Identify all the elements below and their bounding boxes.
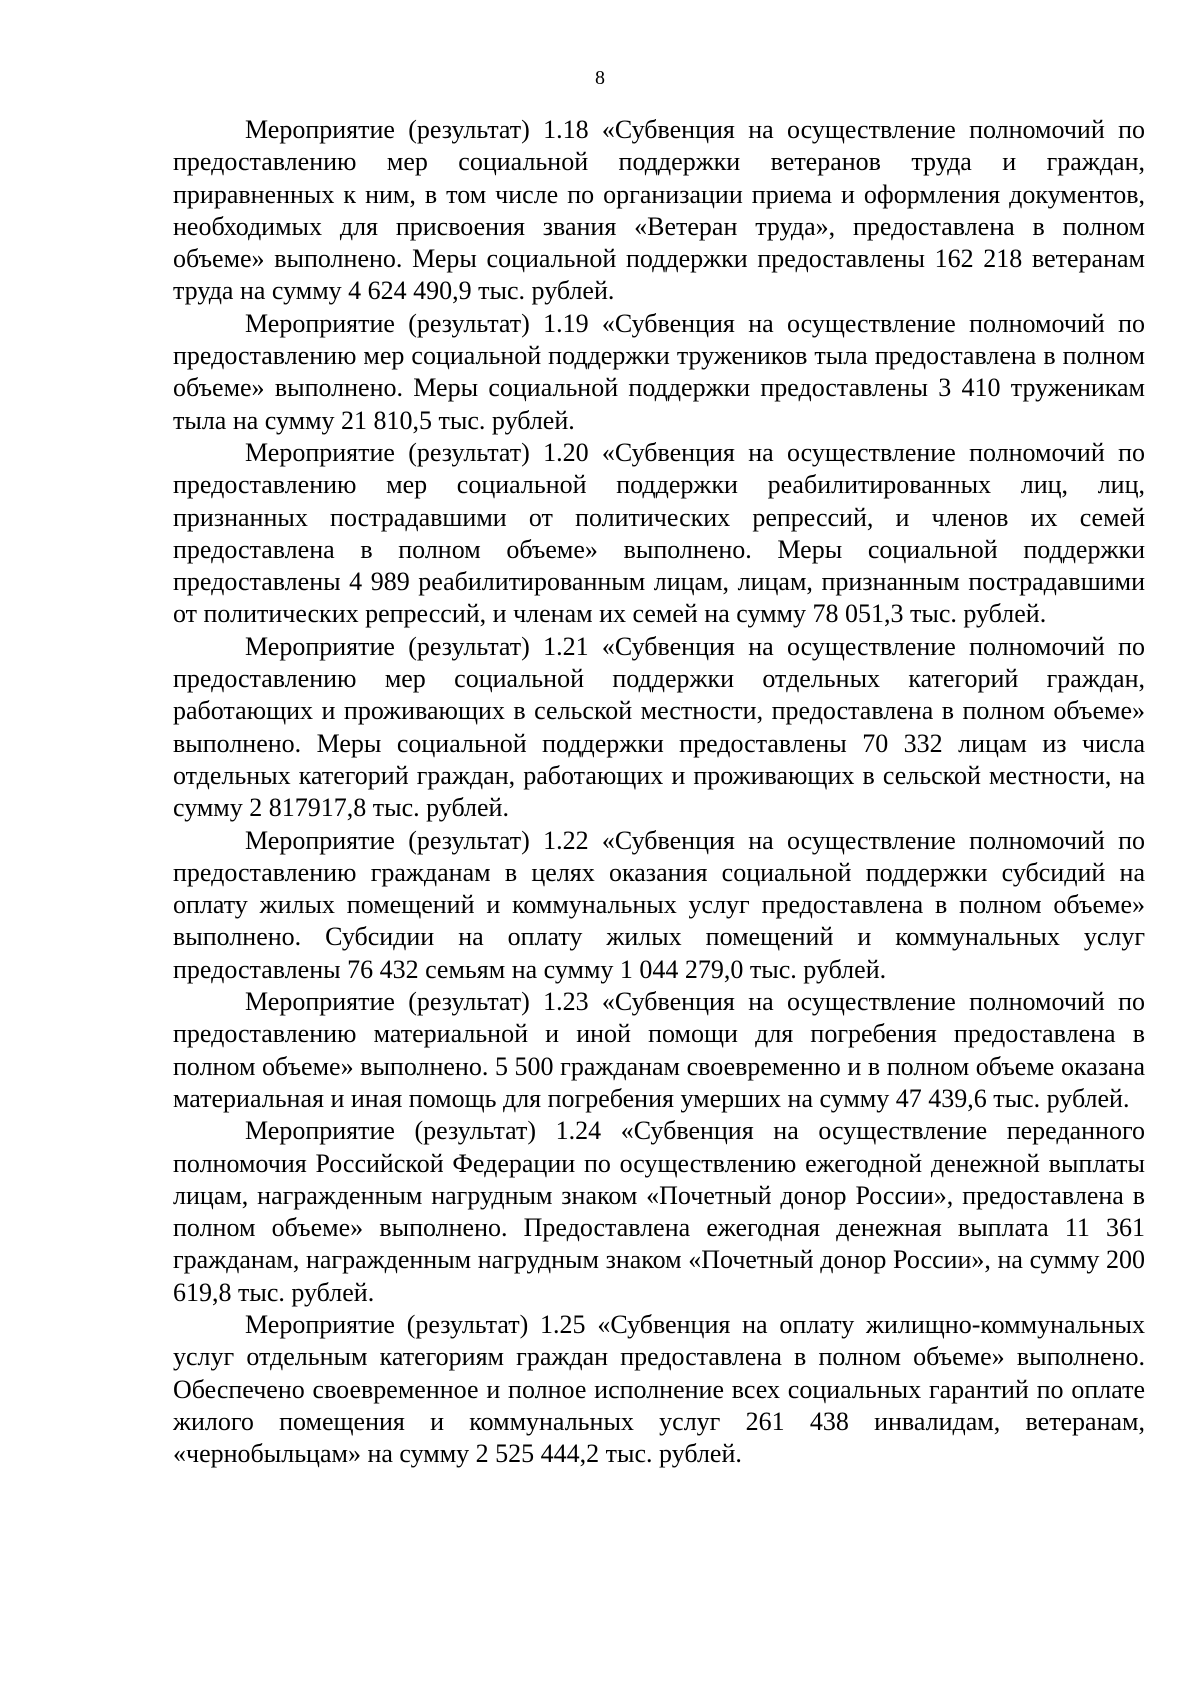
paragraph-1-25: Мероприятие (результат) 1.25 «Субвенция на оплату жилищно-коммунальных услуг отдельным категориям граждан предоставлена в полном объеме» выполнено. Обеспечено своевременное и полное исполнение всех социальных гарантий по оплате жилого помещения и коммунальных услуг 261 438 инвалидам, ветеранам, «чернобыльцам» на сумму 2 525 444,2 тыс. рублей. <box>173 1309 1145 1469</box>
paragraph-1-20: Мероприятие (результат) 1.20 «Субвенция на осуществление полномочий по предоставлению мер социальной поддержки реабилитированных лиц, лиц, признанных пострадавшими от политических репрессий, и членов их семей предоставлена в полном объеме» выполнено. Меры социальной поддержки предоставлены 4 989 реабилитированным лицам, лицам, признанным пострадавшими от политических репрессий, и членам их семей на сумму 78 051,3 тыс. рублей. <box>173 437 1145 629</box>
paragraph-1-21: Мероприятие (результат) 1.21 «Субвенция на осуществление полномочий по предоставлению мер социальной поддержки отдельных категорий граждан, работающих и проживающих в сельской местности, предоставлена в полном объеме» выполнено. Меры социальной поддержки предоставлены 70 332 лицам из числа отдельных категорий граждан, работающих и проживающих в сельской местности, на сумму 2 817917,8 тыс. рублей. <box>173 631 1145 823</box>
paragraph-1-22: Мероприятие (результат) 1.22 «Субвенция на осуществление полномочий по предоставлению гражданам в целях оказания социальной поддержки субсидий на оплату жилых помещений и коммунальных услуг предоставлена в полном объеме» выполнено. Субсидии на оплату жилых помещений и коммунальных услуг предоставлены 76 432 семьям на сумму 1 044 279,0 тыс. рублей. <box>173 825 1145 984</box>
page-number: 8 <box>595 67 605 89</box>
paragraph-1-23: Мероприятие (результат) 1.23 «Субвенция на осуществление полномочий по предоставлению материальной и иной помощи для погребения предоставлена в полном объеме» выполнено. 5 500 гражданам своевременно и в полном объеме оказана материальная и иная помощь для погребения умерших на сумму 47 439,6 тыс. рублей. <box>173 987 1145 1113</box>
paragraph-1-24: Мероприятие (результат) 1.24 «Субвенция на осуществление переданного полномочия Российской Федерации по осуществлению ежегодной денежной выплаты лицам, награжденным нагрудным знаком «Почетный донор России», предоставлена в полном объеме» выполнено. Предоставлена ежегодная денежная выплата 11 361 гражданам, награжденным нагрудным знаком «Почетный донор России», на сумму 200 619,8 тыс. рублей. <box>173 1116 1145 1307</box>
document-body <box>173 114 1145 1470</box>
paragraph-1-18: Мероприятие (результат) 1.18 «Субвенция на осуществление полномочий по предоставлению мер социальной поддержки ветеранов труда и граждан, приравненных к ним, в том числе по организации приема и оформления документов, необходимых для присвоения звания «Ветеран труда», предоставлена в полном объеме» выполнено. Меры социальной поддержки предоставлены 162 218 ветеранам труда на сумму 4 624 490,9 тыс. рублей. <box>173 115 1145 306</box>
paragraph-1-19: Мероприятие (результат) 1.19 «Субвенция на осуществление полномочий по предоставлению мер социальной поддержки тружеников тыла предоставлена в полном объеме» выполнено. Меры социальной поддержки предоставлены 3 410 труженикам тыла на сумму 21 810,5 тыс. рублей. <box>173 308 1145 435</box>
